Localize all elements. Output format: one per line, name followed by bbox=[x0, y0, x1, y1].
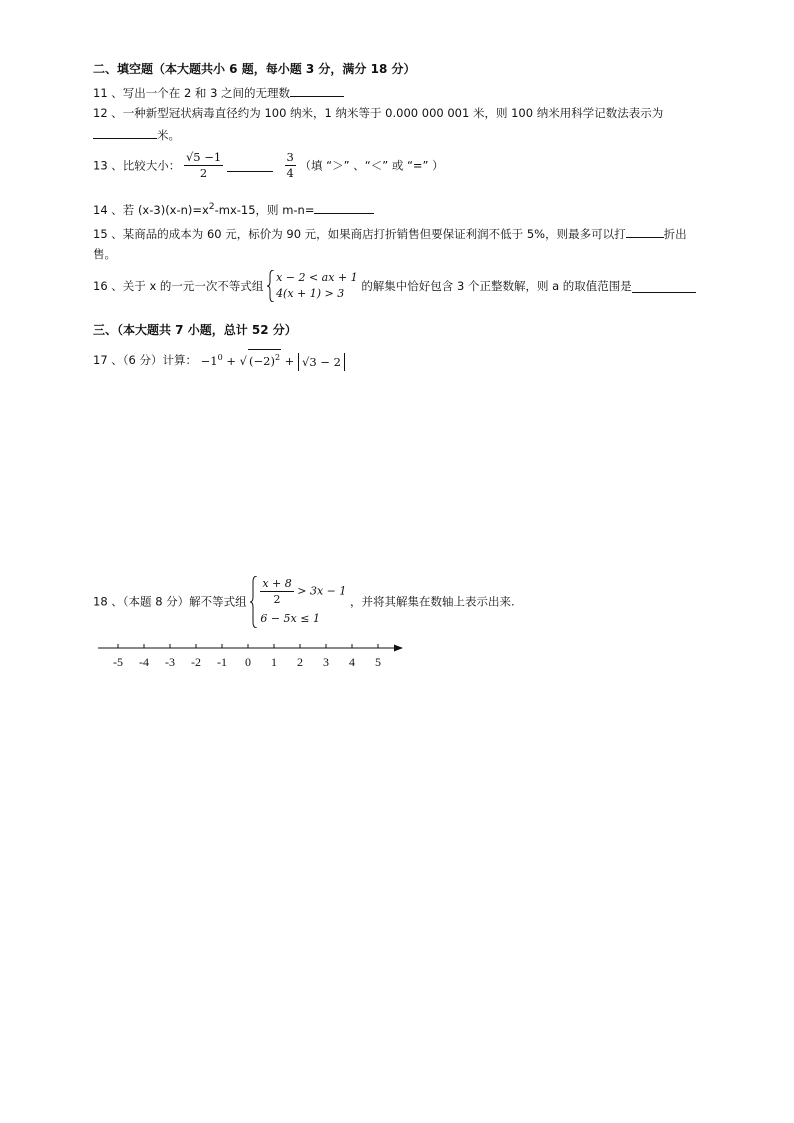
question-18-suffix: ，并将其解集在数轴上表示出来. bbox=[350, 594, 515, 609]
question-18-prefix: 18 、（本题 8 分）解不等式组 bbox=[93, 594, 247, 609]
fraction-1-numerator: √5 −1 bbox=[185, 150, 222, 164]
fraction-1-denominator: 2 bbox=[199, 166, 208, 180]
question-17 bbox=[93, 349, 345, 371]
question-13-hint: （填 “＞” 、“＜” 或 “=” ） bbox=[299, 158, 444, 173]
question-15-line-2: 售。 bbox=[93, 247, 116, 261]
absolute-value bbox=[298, 353, 345, 371]
question-15-after-blank: 折出 bbox=[663, 227, 687, 241]
fraction-2-denominator: 4 bbox=[286, 166, 294, 180]
question-16 bbox=[93, 270, 696, 302]
tick-label: 5 bbox=[375, 655, 381, 669]
fraction-18-numerator: x + 8 bbox=[262, 577, 292, 590]
question-12-tail: 米。 bbox=[157, 128, 180, 142]
tick-label: 3 bbox=[323, 655, 329, 669]
fraction-sqrt5-minus-1-over-2 bbox=[184, 150, 223, 181]
inequality-16-row-2: 4(x + 1) > 3 bbox=[276, 287, 345, 300]
answer-blank-16[interactable] bbox=[632, 280, 696, 293]
question-14-prefix: 14 、若 (x-3)(x-n)=x bbox=[93, 202, 209, 217]
answer-blank-14[interactable] bbox=[314, 201, 374, 214]
plus-sign-2: + bbox=[281, 353, 298, 368]
left-brace-icon bbox=[250, 576, 258, 628]
tick-label: 1 bbox=[271, 655, 277, 669]
question-13-prefix: 13 、比较大小： bbox=[93, 158, 181, 173]
question-11 bbox=[93, 84, 344, 101]
question-16-prefix: 16 、关于 x 的一元一次不等式组 bbox=[93, 279, 264, 293]
sqrt-radicand bbox=[248, 349, 281, 369]
question-18 bbox=[93, 576, 515, 627]
fraction-18-denominator: 2 bbox=[273, 593, 281, 606]
inequality-18-row-1-tail: > 3x − 1 bbox=[293, 584, 347, 598]
plus-sign-1: + bbox=[222, 353, 240, 368]
question-15-text: 15 、某商品的成本为 60 元，标价为 90 元，如果商店打折销售但要保证利润不低于 5%，则最多可以打 bbox=[93, 227, 626, 241]
fraction-x-plus-8-over-2 bbox=[260, 576, 293, 607]
left-brace-icon bbox=[267, 270, 275, 302]
question-14-mid: -mx-15，则 m-n= bbox=[214, 202, 315, 217]
term-neg-one-exponent: 0 bbox=[217, 353, 223, 362]
abs-inner: 3 − 2 bbox=[309, 354, 341, 369]
sqrt-inner: (−2) bbox=[249, 353, 275, 368]
fraction-2-numerator: 3 bbox=[286, 150, 294, 164]
sqrt-inner-exponent: 2 bbox=[274, 353, 281, 362]
question-15-line-1 bbox=[93, 225, 687, 242]
tick-label: -3 bbox=[165, 655, 175, 669]
tick-label: -4 bbox=[139, 655, 149, 669]
term-neg-one: −1 bbox=[200, 353, 218, 368]
question-16-suffix: 的解集中恰好包含 3 个正整数解，则 a 的取值范围是 bbox=[361, 279, 632, 293]
section-2-heading: 二、填空题（本大题共小 6 题，每小题 3 分，满分 18 分） bbox=[93, 62, 416, 76]
section-3-heading: 三、（本大题共 7 小题，总计 52 分） bbox=[93, 323, 297, 337]
inequality-18-row-2: 6 − 5x ≤ 1 bbox=[260, 612, 320, 625]
inequality-system-16 bbox=[267, 270, 358, 302]
question-14-exponent: 2 bbox=[208, 202, 215, 212]
inequality-16-row-1: x − 2 < ax + 1 bbox=[276, 271, 358, 284]
fraction-3-over-4 bbox=[285, 150, 296, 181]
tick-label: 2 bbox=[297, 655, 303, 669]
arrow-right-icon bbox=[394, 645, 403, 652]
tick-label: 0 bbox=[245, 655, 251, 669]
question-14 bbox=[93, 199, 374, 218]
tick-label: 4 bbox=[349, 655, 355, 669]
inequality-18-row-1 bbox=[260, 576, 346, 607]
number-line bbox=[96, 638, 406, 672]
tick-label: -5 bbox=[113, 655, 123, 669]
answer-blank-12[interactable] bbox=[93, 126, 157, 139]
tick-label: -1 bbox=[217, 655, 227, 669]
question-17-prefix: 17 、（6 分）计算： bbox=[93, 352, 198, 367]
answer-blank-11[interactable] bbox=[290, 84, 344, 97]
sqrt-symbol-icon: √ bbox=[301, 354, 310, 369]
question-12-line-2 bbox=[93, 126, 180, 143]
question-13 bbox=[93, 150, 444, 181]
inequality-system-18 bbox=[250, 576, 346, 627]
sqrt-symbol-icon: √ bbox=[239, 353, 247, 368]
answer-blank-15[interactable] bbox=[626, 225, 664, 238]
expression-17 bbox=[201, 354, 345, 368]
question-12-line-1: 12 、一种新型冠状病毒直径约为 100 纳米，1 纳米等于 0.000 000 001 米，则 100 纳米用科学记数法表示为 bbox=[93, 106, 664, 120]
answer-blank-13[interactable] bbox=[227, 159, 273, 172]
question-11-text: 11 、写出一个在 2 和 3 之间的无理数 bbox=[93, 86, 291, 100]
tick-label: -2 bbox=[191, 655, 201, 669]
